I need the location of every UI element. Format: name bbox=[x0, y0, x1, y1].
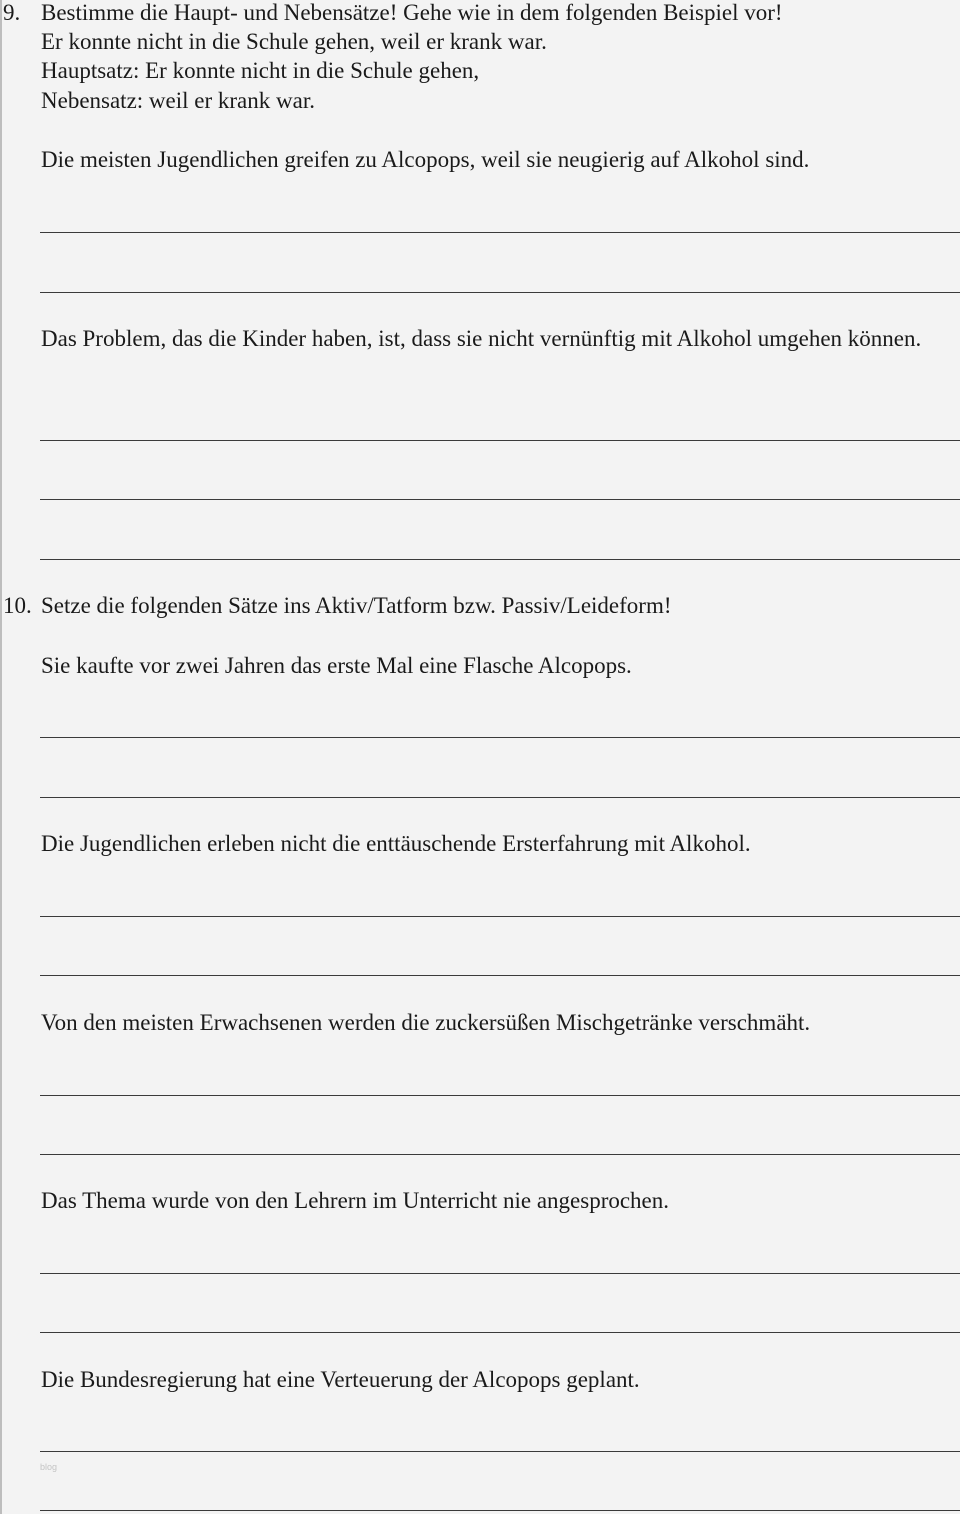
answer-line[interactable] bbox=[40, 975, 960, 976]
task-9-sentence-1: Die meisten Jugendlichen greifen zu Alcopops, weil sie neugierig auf Alkohol sind. bbox=[41, 147, 810, 172]
task-9-number: 9. bbox=[3, 0, 21, 25]
answer-line[interactable] bbox=[40, 1154, 960, 1155]
task-10-sentence-3: Von den meisten Erwachsenen werden die zuckersüßen Mischgetränke verschmäht. bbox=[41, 1010, 811, 1035]
task-10-sentence-5: Die Bundesregierung hat eine Verteuerung der Alcopops geplant. bbox=[41, 1367, 640, 1392]
answer-line[interactable] bbox=[40, 737, 960, 738]
answer-line[interactable] bbox=[40, 797, 960, 798]
answer-line[interactable] bbox=[40, 1095, 960, 1096]
answer-line[interactable] bbox=[40, 499, 960, 500]
answer-line[interactable] bbox=[40, 916, 960, 917]
answer-line[interactable] bbox=[40, 440, 960, 441]
answer-line[interactable] bbox=[40, 292, 960, 293]
task-10-sentence-4: Das Thema wurde von den Lehrern im Unterricht nie angesprochen. bbox=[41, 1188, 670, 1213]
answer-line[interactable] bbox=[40, 232, 960, 233]
task-10-sentence-2: Die Jugendlichen erleben nicht die enttäuschende Ersterfahrung mit Alkohol. bbox=[41, 831, 751, 856]
answer-line[interactable] bbox=[40, 1332, 960, 1333]
answer-line[interactable] bbox=[40, 1510, 960, 1511]
page-edge bbox=[0, 0, 2, 1514]
answer-line[interactable] bbox=[40, 1273, 960, 1274]
example-sentence: Er konnte nicht in die Schule gehen, weil er krank war. bbox=[41, 29, 547, 54]
task-10-instruction: Setze die folgenden Sätze ins Aktiv/Tatform bzw. Passiv/Leideform! bbox=[41, 593, 672, 618]
answer-line[interactable] bbox=[40, 1451, 960, 1452]
example-main-clause: Hauptsatz: Er konnte nicht in die Schule gehen, bbox=[41, 58, 480, 83]
task-9-sentence-2: Das Problem, das die Kinder haben, ist, dass sie nicht vernünftig mit Alkohol umgehen können. bbox=[41, 326, 922, 351]
task-10-number: 10. bbox=[3, 593, 32, 618]
task-10-sentence-1: Sie kaufte vor zwei Jahren das erste Mal eine Flasche Alcopops. bbox=[41, 653, 632, 678]
watermark: blog bbox=[40, 1462, 58, 1472]
example-sub-clause: Nebensatz: weil er krank war. bbox=[41, 88, 315, 113]
answer-line[interactable] bbox=[40, 559, 960, 560]
task-9-instruction: Bestimme die Haupt- und Nebensätze! Gehe wie in dem folgenden Beispiel vor! bbox=[41, 0, 783, 25]
